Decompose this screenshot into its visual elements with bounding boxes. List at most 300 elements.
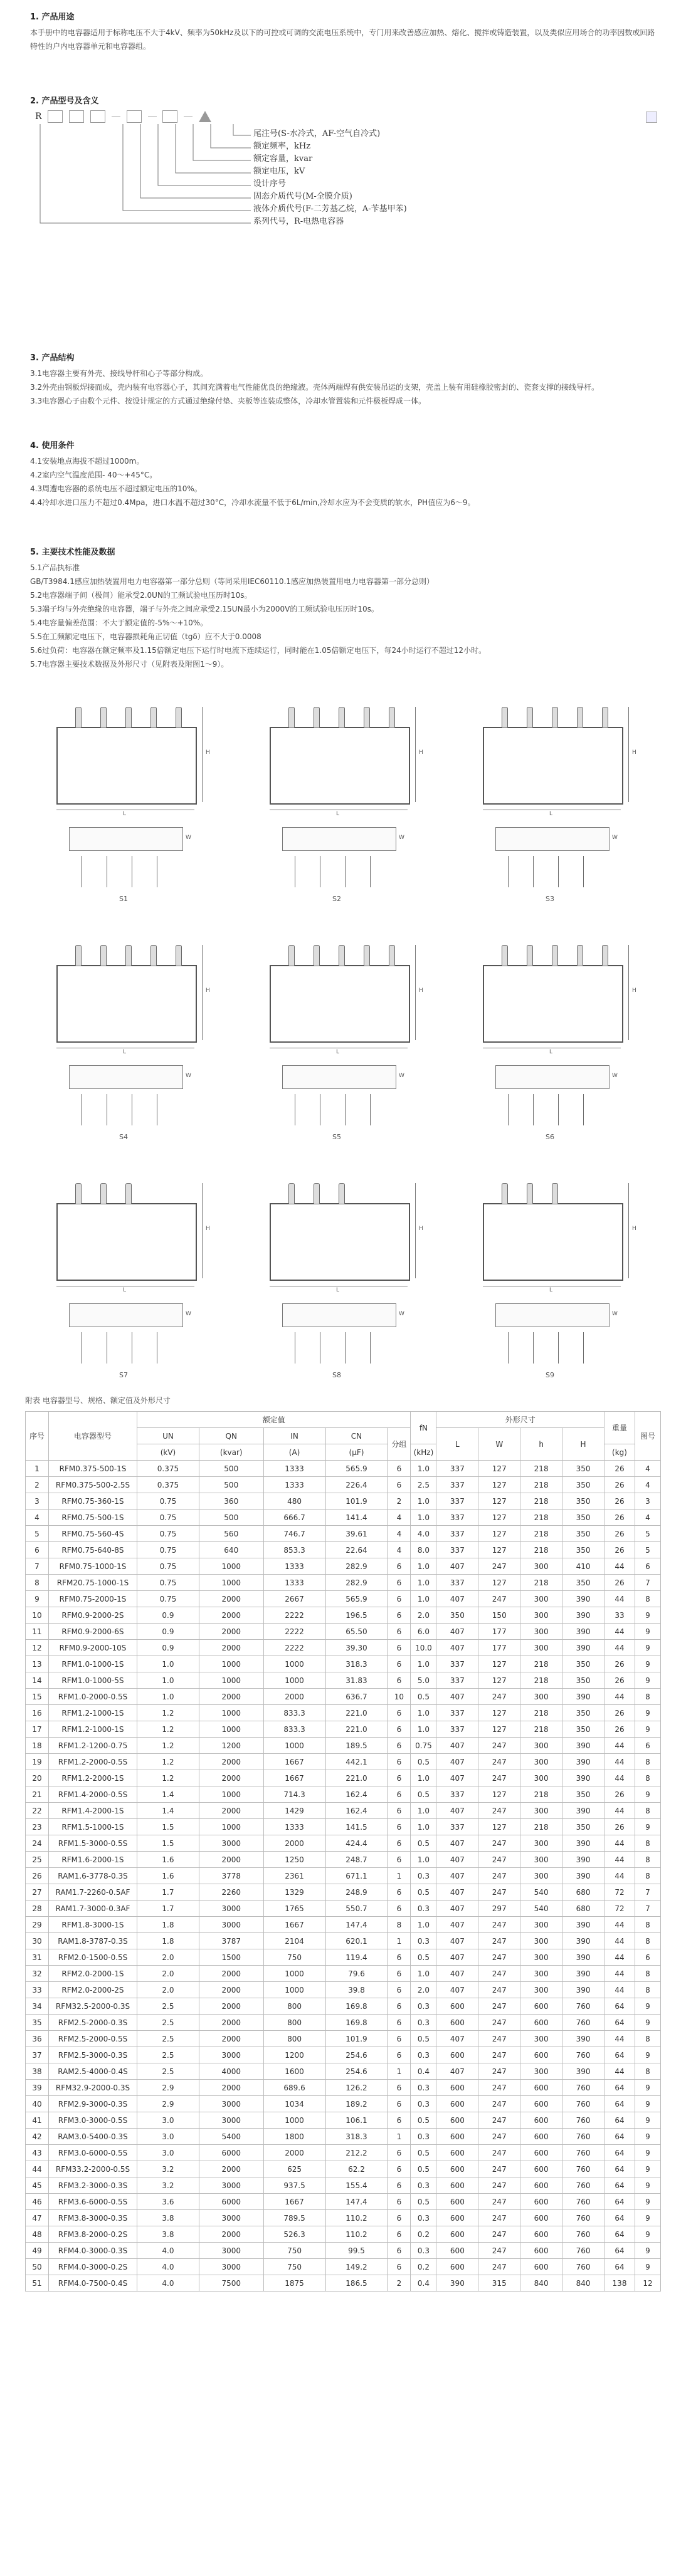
table-cell: 3.2: [137, 2161, 199, 2177]
table-cell: 24: [26, 1835, 49, 1852]
table-cell: 9: [635, 2112, 661, 2129]
table-cell: 51: [26, 2275, 49, 2292]
table-cell: 2000: [199, 2015, 263, 2031]
table-cell: 1.4: [137, 1803, 199, 1819]
table-cell: 0.3: [411, 2096, 436, 2112]
table-cell: 0.9: [137, 1624, 199, 1640]
terminal-insulator: [364, 707, 370, 728]
table-cell: 407: [436, 1738, 478, 1754]
lead-wire: [370, 1332, 371, 1364]
table-cell: 337: [436, 1721, 478, 1738]
table-cell: 360: [199, 1493, 263, 1510]
table-cell: 106.1: [325, 2112, 388, 2129]
dimension-line: [415, 945, 416, 1040]
table-cell: 1.0: [137, 1672, 199, 1689]
table-cell: 1.0: [137, 1656, 199, 1672]
terminal-insulator: [502, 945, 508, 966]
figure-label: S6: [546, 1133, 554, 1141]
table-cell: 44: [604, 2031, 635, 2047]
table-cell: 1500: [199, 1949, 263, 1966]
dimension-line: [202, 707, 203, 802]
table-cell: 407: [436, 1884, 478, 1901]
table-cell: 44: [604, 1624, 635, 1640]
terminal-insulator: [339, 707, 345, 728]
dimension-label: W: [399, 1073, 404, 1079]
table-cell: 8: [635, 1852, 661, 1868]
table-cell: 39: [26, 2080, 49, 2096]
table-cell: 1000: [263, 1656, 325, 1672]
table-cell: 12: [635, 2275, 661, 2292]
table-cell: 300: [520, 1933, 562, 1949]
table-cell: 0.3: [411, 1901, 436, 1917]
table-cell: 300: [520, 1738, 562, 1754]
table-cell: 800: [263, 2015, 325, 2031]
table-cell: 9: [635, 1998, 661, 2015]
table-cell: 0.5: [411, 1754, 436, 1770]
table-cell: 1.0: [411, 1770, 436, 1786]
table-cell: 1765: [263, 1901, 325, 1917]
table-cell: 2000: [199, 1998, 263, 2015]
table-cell: 390: [562, 2063, 604, 2080]
table-cell: 247: [478, 1966, 520, 1982]
table-cell: 390: [562, 1738, 604, 1754]
table-cell: 101.9: [325, 2031, 388, 2047]
table-cell: 6: [388, 2226, 411, 2243]
table-row: [26, 1656, 661, 1672]
table-cell: 189.2: [325, 2096, 388, 2112]
lead-wire: [533, 1094, 534, 1125]
table-cell: 0.3: [411, 2047, 436, 2063]
table-cell: RAM1.8-3787-0.3S: [49, 1933, 137, 1949]
table-cell: 6: [388, 2112, 411, 2129]
table-cell: 600: [436, 2210, 478, 2226]
table-cell: 6: [388, 1738, 411, 1754]
table-cell: 0.3: [411, 2243, 436, 2259]
table-cell: 390: [562, 1754, 604, 1770]
table-cell: 600: [520, 2129, 562, 2145]
table-cell: 218: [520, 1493, 562, 1510]
table-cell: 6: [388, 2047, 411, 2063]
table-cell: 337: [436, 1493, 478, 1510]
table-cell: 2000: [199, 2080, 263, 2096]
lead-wire: [508, 856, 509, 887]
terminal-insulator: [389, 707, 395, 728]
terminal-layout-view: [495, 1065, 609, 1089]
table-cell: 350: [562, 1510, 604, 1526]
table-cell: 350: [562, 1526, 604, 1542]
table-cell: 407: [436, 1966, 478, 1982]
table-cell: 671.1: [325, 1868, 388, 1884]
table-body: [26, 1461, 661, 2292]
table-cell: 15: [26, 1689, 49, 1705]
table-cell: 410: [562, 1558, 604, 1575]
table-cell: 2222: [263, 1624, 325, 1640]
table-cell: 337: [436, 1672, 478, 1689]
table-cell: 0.5: [411, 2031, 436, 2047]
table-row: [26, 1901, 661, 1917]
table-cell: 127: [478, 1705, 520, 1721]
table-cell: 390: [562, 1933, 604, 1949]
table-cell: RFM1.4-2000-0.5S: [49, 1786, 137, 1803]
table-cell: 300: [520, 2063, 562, 2080]
table-cell: RFM1.2-1000-1S: [49, 1721, 137, 1738]
dimension-label: W: [612, 1311, 618, 1317]
table-cell: 65.50: [325, 1624, 388, 1640]
dimension-label: H: [419, 988, 423, 994]
table-cell: 64: [604, 2015, 635, 2031]
table-cell: 760: [562, 2161, 604, 2177]
table-cell: 3000: [199, 1917, 263, 1933]
table-cell: 4: [388, 1542, 411, 1558]
table-cell: 680: [562, 1901, 604, 1917]
table-cell: RFM1.2-2000-1S: [49, 1770, 137, 1786]
figure-label: S5: [332, 1133, 341, 1141]
table-cell: RFM3.0-3000-0.5S: [49, 2112, 137, 2129]
table-cell: 337: [436, 1526, 478, 1542]
table-cell: 177: [478, 1640, 520, 1656]
table-cell: 2000: [199, 2161, 263, 2177]
dimension-label: W: [186, 835, 191, 841]
table-cell: 30: [26, 1933, 49, 1949]
table-cell: 247: [478, 2047, 520, 2063]
table-cell: 750: [263, 2243, 325, 2259]
table-cell: 8: [635, 1966, 661, 1982]
table-cell: 1: [388, 1868, 411, 1884]
table-cell: RFM1.0-1000-5S: [49, 1672, 137, 1689]
table-cell: 6: [388, 1591, 411, 1607]
terminal-insulator: [100, 945, 107, 966]
model-code-diagram: [35, 110, 211, 123]
table-cell: 2: [388, 2275, 411, 2292]
terminal-insulator: [150, 945, 157, 966]
table-cell: 4.0: [137, 2259, 199, 2275]
table-row: [26, 1510, 661, 1526]
table-cell: 407: [436, 1754, 478, 1770]
table-cell: 8: [635, 2031, 661, 2047]
table-cell: 9: [635, 2096, 661, 2112]
code-box: [127, 110, 142, 123]
table-cell: 6: [388, 1852, 411, 1868]
table-cell: 247: [478, 1884, 520, 1901]
terminal-insulator: [527, 707, 533, 728]
table-cell: RFM4.0-3000-0.2S: [49, 2259, 137, 2275]
table-cell: 760: [562, 2015, 604, 2031]
table-cell: 407: [436, 1591, 478, 1607]
table-row: [26, 1819, 661, 1835]
table-cell: 746.7: [263, 1526, 325, 1542]
table-row: [26, 2226, 661, 2243]
terminal-insulator: [314, 707, 320, 728]
dimension-label: L: [549, 811, 553, 817]
section-line: 4.1安装地点海拔不超过1000m。: [30, 457, 144, 466]
table-cell: 526.3: [263, 2226, 325, 2243]
table-cell: RFM1.5-3000-0.5S: [49, 1835, 137, 1852]
dimension-label: H: [632, 988, 636, 994]
table-cell: 33: [604, 1607, 635, 1624]
table-cell: 1.0: [411, 1917, 436, 1933]
table-cell: 1000: [263, 1672, 325, 1689]
table-cell: RFM0.375-500-1S: [49, 1461, 137, 1477]
dimension-label: W: [612, 1073, 618, 1079]
table-cell: 350: [562, 1575, 604, 1591]
table-cell: RFM0.75-560-4S: [49, 1526, 137, 1542]
table-cell: 44: [604, 2063, 635, 2080]
table-cell: 9: [635, 2194, 661, 2210]
table-cell: 64: [604, 2177, 635, 2194]
table-cell: 4: [388, 1510, 411, 1526]
table-cell: 1.0: [411, 1656, 436, 1672]
table-cell: 800: [263, 2031, 325, 2047]
table-cell: 218: [520, 1721, 562, 1738]
table-cell: 39.8: [325, 1982, 388, 1998]
table-cell: RFM32.5-2000-0.3S: [49, 1998, 137, 2015]
table-cell: 2000: [199, 1966, 263, 1982]
table-cell: 407: [436, 1901, 478, 1917]
table-cell: 1.0: [411, 1575, 436, 1591]
table-cell: 350: [562, 1672, 604, 1689]
table-row: [26, 1868, 661, 1884]
table-cell: 127: [478, 1575, 520, 1591]
table-cell: 218: [520, 1672, 562, 1689]
table-cell: 350: [562, 1461, 604, 1477]
table-cell: 247: [478, 1982, 520, 1998]
table-cell: 0.9: [137, 1640, 199, 1656]
table-cell: 300: [520, 1966, 562, 1982]
dimension-line: [628, 1183, 629, 1278]
header-seq: 序号: [26, 1412, 49, 1461]
capacitor-body: [270, 965, 410, 1043]
table-cell: 6000: [199, 2145, 263, 2161]
table-cell: 64: [604, 2161, 635, 2177]
table-cell: 64: [604, 2145, 635, 2161]
table-cell: 6: [388, 2210, 411, 2226]
table-cell: 6: [388, 2259, 411, 2275]
table-cell: 2000: [199, 1982, 263, 1998]
table-cell: 127: [478, 1786, 520, 1803]
table-cell: 6: [388, 2031, 411, 2047]
table-cell: 390: [562, 1607, 604, 1624]
table-row: [26, 1884, 661, 1901]
table-cell: 300: [520, 1835, 562, 1852]
table-cell: 6: [635, 1738, 661, 1754]
table-cell: 2000: [199, 1607, 263, 1624]
section-line: 4.2室内空气温度范围- 40～+45°C。: [30, 471, 157, 479]
table-row: [26, 1672, 661, 1689]
table-cell: 6: [388, 1705, 411, 1721]
table-row: [26, 1591, 661, 1607]
table-cell: 350: [436, 1607, 478, 1624]
table-cell: 1333: [263, 1558, 325, 1575]
table-cell: 620.1: [325, 1933, 388, 1949]
table-row: [26, 1835, 661, 1852]
capacitor-drawing: [458, 934, 652, 1147]
dimension-label: H: [206, 1226, 210, 1232]
header-qn: QN: [199, 1428, 263, 1444]
table-cell: 64: [604, 2243, 635, 2259]
table-cell: 6: [388, 1754, 411, 1770]
table-cell: RAM3.0-5400-0.3S: [49, 2129, 137, 2145]
header-cn-unit: (μF): [325, 1444, 388, 1461]
header-weight: 重量: [604, 1412, 635, 1444]
table-cell: 44: [604, 1754, 635, 1770]
table-cell: RFM1.2-2000-0.5S: [49, 1754, 137, 1770]
table-cell: 565.9: [325, 1461, 388, 1477]
dimension-label: W: [612, 835, 618, 841]
table-cell: 20: [26, 1770, 49, 1786]
capacitor-drawing: [245, 1172, 439, 1385]
table-cell: 0.3: [411, 1868, 436, 1884]
table-cell: 2000: [263, 1835, 325, 1852]
table-row: [26, 2047, 661, 2063]
legend-item: 液体介质代号(F-二芳基乙烷，A-苄基甲苯): [253, 204, 407, 214]
table-cell: 6: [388, 2080, 411, 2096]
table-cell: 1429: [263, 1803, 325, 1819]
table-cell: 3.0: [137, 2112, 199, 2129]
table-cell: 390: [562, 1868, 604, 1884]
table-cell: 390: [562, 1949, 604, 1966]
terminal-insulator: [125, 707, 132, 728]
table-cell: 0.75: [137, 1542, 199, 1558]
table-cell: 640: [199, 1542, 263, 1558]
table-cell: 38: [26, 2063, 49, 2080]
table-cell: 0.3: [411, 2015, 436, 2031]
table-cell: 4000: [199, 2063, 263, 2080]
header-dims: 外形尺寸: [436, 1412, 604, 1428]
table-cell: 6: [388, 1998, 411, 2015]
table-cell: 1667: [263, 1917, 325, 1933]
legend-item: 设计序号: [253, 179, 287, 189]
table-cell: 1.6: [137, 1852, 199, 1868]
figure-label: S8: [332, 1371, 341, 1379]
table-cell: 300: [520, 1689, 562, 1705]
table-cell: RFM4.0-3000-0.3S: [49, 2243, 137, 2259]
table-cell: 789.5: [263, 2210, 325, 2226]
table-cell: 300: [520, 1558, 562, 1575]
table-cell: RAM2.5-4000-0.4S: [49, 2063, 137, 2080]
table-cell: 247: [478, 2096, 520, 2112]
table-cell: 337: [436, 1575, 478, 1591]
table-row: [26, 2210, 661, 2226]
table-row: [26, 2161, 661, 2177]
table-cell: 1.2: [137, 1721, 199, 1738]
table-row: [26, 2145, 661, 2161]
table-cell: 350: [562, 1656, 604, 1672]
terminal-insulator: [502, 1183, 508, 1204]
dimension-label: L: [549, 1049, 553, 1055]
table-cell: 0.5: [411, 1884, 436, 1901]
lead-wire: [370, 856, 371, 887]
table-cell: 2667: [263, 1591, 325, 1607]
table-cell: 9: [635, 1656, 661, 1672]
table-cell: RAM1.6-3778-0.3S: [49, 1868, 137, 1884]
table-cell: 39.30: [325, 1640, 388, 1656]
table-cell: 64: [604, 2210, 635, 2226]
dimension-label: L: [336, 1049, 340, 1055]
table-cell: 7: [635, 1901, 661, 1917]
table-cell: 8: [635, 1770, 661, 1786]
table-cell: RAM1.7-3000-0.3AF: [49, 1901, 137, 1917]
table-cell: 247: [478, 1558, 520, 1575]
table-cell: 218: [520, 1510, 562, 1526]
table-cell: 9: [635, 2129, 661, 2145]
table-cell: 1.5: [137, 1819, 199, 1835]
table-cell: 2.9: [137, 2096, 199, 2112]
table-cell: 44: [604, 1852, 635, 1868]
table-cell: 6: [26, 1542, 49, 1558]
table-cell: 760: [562, 2194, 604, 2210]
table-cell: 247: [478, 1591, 520, 1607]
table-cell: 2.0: [137, 1982, 199, 1998]
table-cell: 6: [388, 1901, 411, 1917]
table-cell: 44: [604, 1917, 635, 1933]
section-line: 4.4冷却水进口压力不超过0.4Mpa，进口水温不超过30°C，冷却水流量不低于6L/min,冷却水应为不会变质的软水，PH值应为6～9。: [30, 498, 475, 507]
table-cell: 1000: [263, 1982, 325, 1998]
terminal-insulator: [577, 945, 583, 966]
table-row: [26, 1998, 661, 2015]
table-cell: 221.0: [325, 1705, 388, 1721]
table-cell: 1000: [263, 1966, 325, 1982]
table-cell: 2.0: [411, 1607, 436, 1624]
table-cell: 9: [635, 2015, 661, 2031]
table-cell: 3.0: [137, 2129, 199, 2145]
table-cell: 42: [26, 2129, 49, 2145]
section-title: 5. 主要技术性能及数据: [30, 548, 115, 557]
table-cell: 407: [436, 1689, 478, 1705]
legend-item: 系列代号，R-电热电容器: [253, 217, 344, 226]
table-cell: 0.3: [411, 1933, 436, 1949]
table-cell: 3: [635, 1493, 661, 1510]
figure-label: S3: [546, 895, 554, 903]
table-cell: 6: [388, 2161, 411, 2177]
table-cell: 3.6: [137, 2194, 199, 2210]
table-cell: 44: [604, 1933, 635, 1949]
table-cell: 9: [635, 2080, 661, 2096]
table-cell: RFM0.75-360-1S: [49, 1493, 137, 1510]
table-cell: 337: [436, 1705, 478, 1721]
table-row: [26, 1575, 661, 1591]
table-cell: 6: [388, 1656, 411, 1672]
table-cell: 407: [436, 1770, 478, 1786]
table-cell: RFM3.8-2000-0.2S: [49, 2226, 137, 2243]
table-cell: RFM1.6-2000-1S: [49, 1852, 137, 1868]
table-cell: 141.4: [325, 1510, 388, 1526]
terminal-insulator: [502, 707, 508, 728]
table-cell: 26: [604, 1510, 635, 1526]
table-cell: 6000: [199, 2194, 263, 2210]
table-cell: 350: [562, 1819, 604, 1835]
table-cell: 1000: [199, 1558, 263, 1575]
table-cell: 337: [436, 1477, 478, 1493]
table-header-row: [26, 1412, 661, 1428]
table-cell: 27: [26, 1884, 49, 1901]
table-cell: 44: [604, 1640, 635, 1656]
table-cell: 126.2: [325, 2080, 388, 2096]
table-cell: 4: [635, 1510, 661, 1526]
table-cell: 9: [635, 1607, 661, 1624]
table-row: [26, 1949, 661, 1966]
table-cell: 3000: [199, 2243, 263, 2259]
table-cell: 6: [388, 1786, 411, 1803]
table-cell: 218: [520, 1526, 562, 1542]
figure-label: S1: [119, 895, 128, 903]
table-cell: 3000: [199, 2259, 263, 2275]
table-cell: 337: [436, 1786, 478, 1803]
table-cell: 4.0: [137, 2275, 199, 2292]
table-cell: 141.5: [325, 1819, 388, 1835]
table-cell: 300: [520, 1917, 562, 1933]
table-row: [26, 2112, 661, 2129]
table-cell: 407: [436, 1803, 478, 1819]
